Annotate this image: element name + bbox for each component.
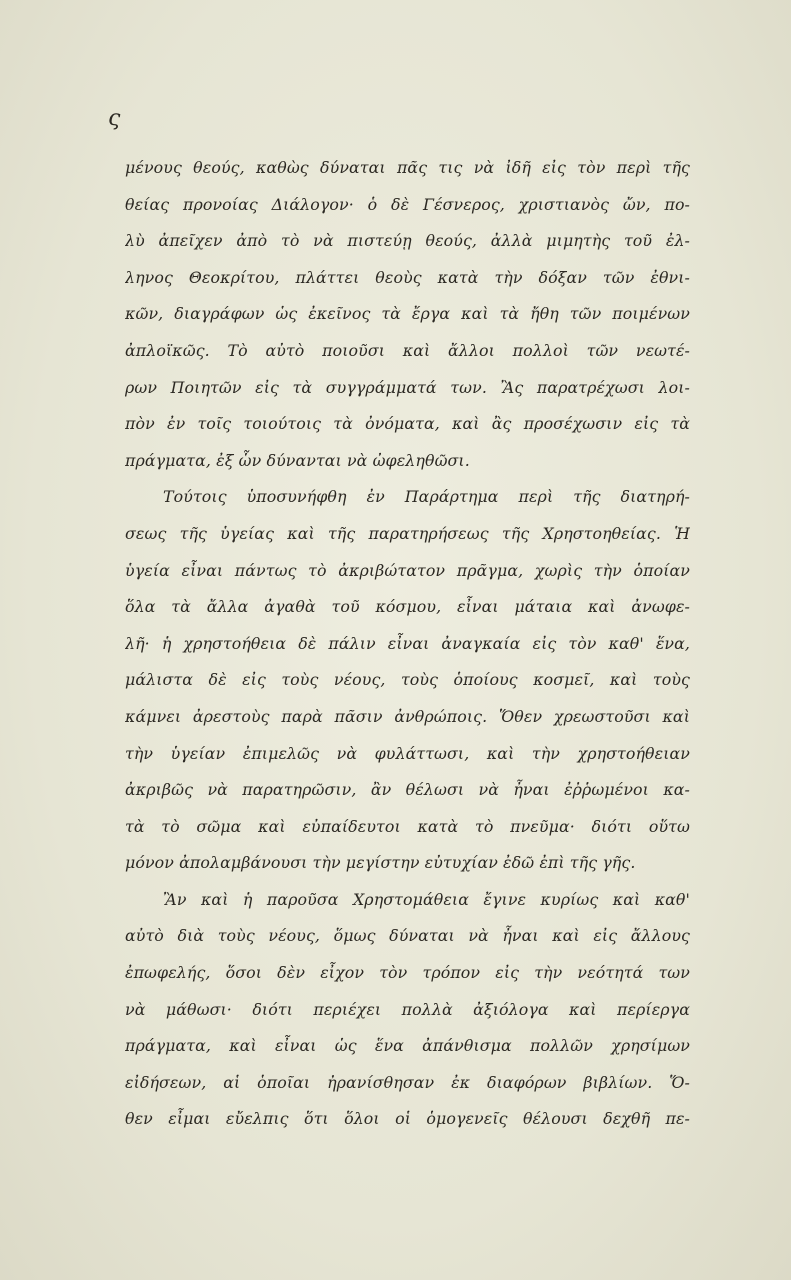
- text-line: ἀκριβῶς νὰ παρατηρῶσιν, ἂν θέλωσι νὰ ἦναι ἐῤῥωμένοι κα-: [125, 780, 690, 800]
- text-line: πράγματα, ἐξ ὧν δύνανται νὰ ὠφεληθῶσι.: [125, 450, 470, 470]
- text-line: ὅλα τὰ ἄλλα ἀγαθὰ τοῦ κόσμου, εἶναι μάταια καὶ ἀνωφε-: [125, 597, 690, 617]
- text-line: λὺ ἀπεῖχεν ἀπὸ τὸ νὰ πιστεύῃ θεούς, ἀλλὰ μιμητὴς τοῦ ἐλ-: [125, 231, 690, 251]
- text-line: κάμνει ἀρεστοὺς παρὰ πᾶσιν ἀνθρώποις. Ὅθεν χρεωστοῦσι καὶ: [125, 706, 690, 726]
- text-line: θείας προνοίας Διάλογον· ὁ δὲ Γέσνερος, χριστιανὸς ὤν, πο-: [125, 194, 690, 214]
- text-line: πράγματα, καὶ εἶναι ὡς ἕνα ἀπάνθισμα πολλῶν χρησίμων: [125, 1036, 690, 1056]
- text-line: θεν εἶμαι εὔελπις ὅτι ὅλοι οἱ ὁμογενεῖς θέλουσι δεχθῆ πε-: [125, 1109, 690, 1129]
- text-line: μόνον ἀπολαμβάνουσι τὴν μεγίστην εὐτυχίαν ἐδῶ ἐπὶ τῆς γῆς.: [125, 853, 636, 873]
- text-line: νὰ μάθωσι· διότι περιέχει πολλὰ ἀξιόλογα καὶ περίεργα: [125, 999, 690, 1019]
- text-line: κῶν, διαγράφων ὡς ἐκεῖνος τὰ ἔργα καὶ τὰ ἤθη τῶν ποιμένων: [125, 304, 690, 324]
- text-line: λῆ· ἡ χρηστοήθεια δὲ πάλιν εἶναι ἀναγκαία εἰς τὸν καθ' ἕνα,: [125, 633, 690, 653]
- text-line: ρων Ποιητῶν εἰς τὰ συγγράμματά των. Ἂς παρατρέχωσι λοι-: [125, 377, 690, 397]
- text-line: αὐτὸ διὰ τοὺς νέους, ὅμως δύναται νὰ ἦναι καὶ εἰς ἄλλους: [125, 926, 690, 946]
- text-line: εἰδήσεων, αἱ ὁποῖαι ἠρανίσθησαν ἐκ διαφόρων βιβλίων. Ὅ-: [125, 1072, 690, 1092]
- text-line: σεως τῆς ὑγείας καὶ τῆς παρατηρήσεως τῆς Χρηστοηθείας. Ἡ: [125, 523, 690, 543]
- text-line: μάλιστα δὲ εἰς τοὺς νέους, τοὺς ὁποίους κοσμεῖ, καὶ τοὺς: [125, 670, 690, 690]
- text-line: τὰ τὸ σῶμα καὶ εὐπαίδευτοι κατὰ τὸ πνεῦμα· διότι οὕτω: [125, 816, 690, 836]
- text-line: ἐπωφελής, ὅσοι δὲν εἶχον τὸν τρόπον εἰς τὴν νεότητά των: [125, 963, 690, 983]
- page-number: ς: [108, 106, 121, 131]
- text-line: ληνος Θεοκρίτου, πλάττει θεοὺς κατὰ τὴν δόξαν τῶν ἐθνι-: [125, 267, 690, 287]
- text-line: Ἂν καὶ ἡ παροῦσα Χρηστομάθεια ἔγινε κυρίως καὶ καθ': [163, 889, 690, 909]
- body-text: [125, 150, 690, 1138]
- text-line: ἀπλοϊκῶς. Τὸ αὐτὸ ποιοῦσι καὶ ἄλλοι πολλοὶ τῶν νεωτέ-: [125, 340, 690, 360]
- text-line: τὴν ὑγείαν ἐπιμελῶς νὰ φυλάττωσι, καὶ τὴν χρηστοήθειαν: [125, 743, 690, 763]
- text-line: πὸν ἐν τοῖς τοιούτοις τὰ ὀνόματα, καὶ ἂς προσέχωσιν εἰς τὰ: [125, 414, 690, 434]
- text-line: μένους θεούς, καθὼς δύναται πᾶς τις νὰ ἰδῆ εἰς τὸν περὶ τῆς: [125, 158, 690, 177]
- text-line: Τούτοις ὑποσυνήφθη ἐν Παράρτημα περὶ τῆς διατηρή-: [163, 487, 690, 507]
- text-line: ὑγεία εἶναι πάντως τὸ ἀκριβώτατον πρᾶγμα, χωρὶς τὴν ὁποίαν: [125, 560, 690, 580]
